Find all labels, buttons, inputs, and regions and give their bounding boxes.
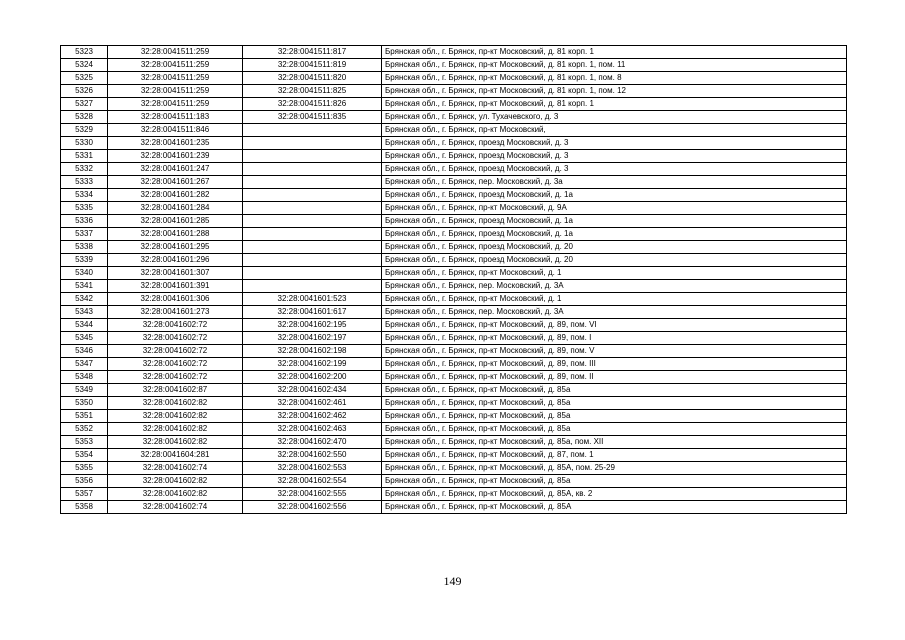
page-number: 149 (443, 574, 462, 588)
parcel-cadastral-cell: 32:28:0041511:846 (108, 124, 243, 137)
address-cell: Брянская обл., г. Брянск, проезд Московский, д. 1а (382, 189, 847, 202)
address-cell: Брянская обл., г. Брянск, пер. Московский, д. 3а (382, 176, 847, 189)
building-cadastral-cell: 32:28:0041511:826 (243, 98, 382, 111)
table-row (61, 111, 847, 124)
row-number-cell: 5358 (61, 501, 108, 514)
address-cell: Брянская обл., г. Брянск, пр-кт Московский, д. 85А (382, 501, 847, 514)
row-number-cell: 5357 (61, 488, 108, 501)
building-cadastral-cell: 32:28:0041602:556 (243, 501, 382, 514)
address-cell: Брянская обл., г. Брянск, пр-кт Московский, д. 89, пом. VI (382, 319, 847, 332)
table-row (61, 137, 847, 150)
parcel-cadastral-cell: 32:28:0041602:82 (108, 410, 243, 423)
table-row (61, 371, 847, 384)
building-cadastral-cell: 32:28:0041602:470 (243, 436, 382, 449)
address-cell: Брянская обл., г. Брянск, пр-кт Московский, д. 9А (382, 202, 847, 215)
row-number-cell: 5351 (61, 410, 108, 423)
building-cadastral-cell: 32:28:0041602:197 (243, 332, 382, 345)
building-cadastral-cell: 32:28:0041511:835 (243, 111, 382, 124)
row-number-cell: 5335 (61, 202, 108, 215)
address-cell: Брянская обл., г. Брянск, пр-кт Московский, д. 81 корп. 1 (382, 46, 847, 59)
address-cell: Брянская обл., г. Брянск, пр-кт Московский, д. 81 корп. 1 (382, 98, 847, 111)
table-row (61, 189, 847, 202)
parcel-cadastral-cell: 32:28:0041602:82 (108, 436, 243, 449)
row-number-cell: 5346 (61, 345, 108, 358)
table-row (61, 462, 847, 475)
row-number-cell: 5340 (61, 267, 108, 280)
row-number-cell: 5354 (61, 449, 108, 462)
address-cell: Брянская обл., г. Брянск, пр-кт Московский, д. 1 (382, 293, 847, 306)
table-row (61, 332, 847, 345)
building-cadastral-cell: 32:28:0041602:199 (243, 358, 382, 371)
parcel-cadastral-cell: 32:28:0041511:259 (108, 59, 243, 72)
parcel-cadastral-cell: 32:28:0041601:284 (108, 202, 243, 215)
address-cell: Брянская обл., г. Брянск, пр-кт Московский, д. 81 корп. 1, пом. 8 (382, 72, 847, 85)
row-number-cell: 5352 (61, 423, 108, 436)
building-cadastral-cell: 32:28:0041602:461 (243, 397, 382, 410)
table-row (61, 293, 847, 306)
table-row (61, 410, 847, 423)
row-number-cell: 5347 (61, 358, 108, 371)
parcel-cadastral-cell: 32:28:0041601:288 (108, 228, 243, 241)
building-cadastral-cell: 32:28:0041602:550 (243, 449, 382, 462)
building-cadastral-cell: 32:28:0041601:617 (243, 306, 382, 319)
parcel-cadastral-cell: 32:28:0041601:391 (108, 280, 243, 293)
address-cell: Брянская обл., г. Брянск, проезд Московский, д. 1а (382, 215, 847, 228)
table-row (61, 202, 847, 215)
table-row (61, 176, 847, 189)
parcel-cadastral-cell: 32:28:0041511:259 (108, 85, 243, 98)
address-cell: Брянская обл., г. Брянск, пр-кт Московский, д. 89, пом. II (382, 371, 847, 384)
address-cell: Брянская обл., г. Брянск, ул. Тухачевского, д. 3 (382, 111, 847, 124)
row-number-cell: 5332 (61, 163, 108, 176)
parcel-cadastral-cell: 32:28:0041602:72 (108, 332, 243, 345)
table-row (61, 150, 847, 163)
table-row (61, 267, 847, 280)
address-cell: Брянская обл., г. Брянск, пр-кт Московский, д. 85а (382, 384, 847, 397)
registry-table (60, 45, 847, 514)
address-cell: Брянская обл., г. Брянск, пр-кт Московский, д. 85а (382, 397, 847, 410)
row-number-cell: 5349 (61, 384, 108, 397)
parcel-cadastral-cell: 32:28:0041601:267 (108, 176, 243, 189)
parcel-cadastral-cell: 32:28:0041602:82 (108, 488, 243, 501)
building-cadastral-cell (243, 280, 382, 293)
address-cell: Брянская обл., г. Брянск, проезд Московский, д. 1а (382, 228, 847, 241)
building-cadastral-cell (243, 124, 382, 137)
table-row (61, 488, 847, 501)
row-number-cell: 5342 (61, 293, 108, 306)
row-number-cell: 5324 (61, 59, 108, 72)
address-cell: Брянская обл., г. Брянск, пр-кт Московский, д. 89, пом. V (382, 345, 847, 358)
parcel-cadastral-cell: 32:28:0041602:72 (108, 345, 243, 358)
parcel-cadastral-cell: 32:28:0041601:285 (108, 215, 243, 228)
address-cell: Брянская обл., г. Брянск, пер. Московский, д. 3А (382, 280, 847, 293)
building-cadastral-cell: 32:28:0041602:462 (243, 410, 382, 423)
table-row (61, 449, 847, 462)
parcel-cadastral-cell: 32:28:0041601:307 (108, 267, 243, 280)
parcel-cadastral-cell: 32:28:0041602:82 (108, 475, 243, 488)
address-cell: Брянская обл., г. Брянск, пр-кт Московский, (382, 124, 847, 137)
table-row (61, 306, 847, 319)
row-number-cell: 5356 (61, 475, 108, 488)
building-cadastral-cell: 32:28:0041602:463 (243, 423, 382, 436)
parcel-cadastral-cell: 32:28:0041601:295 (108, 241, 243, 254)
table-row (61, 384, 847, 397)
row-number-cell: 5350 (61, 397, 108, 410)
table-row (61, 397, 847, 410)
address-cell: Брянская обл., г. Брянск, пр-кт Московский, д. 85а, пом. XII (382, 436, 847, 449)
building-cadastral-cell (243, 267, 382, 280)
table-row (61, 85, 847, 98)
address-cell: Брянская обл., г. Брянск, пр-кт Московский, д. 89, пом. III (382, 358, 847, 371)
building-cadastral-cell (243, 215, 382, 228)
address-cell: Брянская обл., г. Брянск, пр-кт Московский, д. 89, пом. I (382, 332, 847, 345)
building-cadastral-cell: 32:28:0041602:195 (243, 319, 382, 332)
row-number-cell: 5348 (61, 371, 108, 384)
parcel-cadastral-cell: 32:28:0041601:306 (108, 293, 243, 306)
building-cadastral-cell: 32:28:0041601:523 (243, 293, 382, 306)
parcel-cadastral-cell: 32:28:0041602:74 (108, 501, 243, 514)
table-row (61, 254, 847, 267)
parcel-cadastral-cell: 32:28:0041602:72 (108, 358, 243, 371)
building-cadastral-cell (243, 254, 382, 267)
parcel-cadastral-cell: 32:28:0041604:281 (108, 449, 243, 462)
parcel-cadastral-cell: 32:28:0041601:282 (108, 189, 243, 202)
address-cell: Брянская обл., г. Брянск, проезд Московский, д. 20 (382, 241, 847, 254)
parcel-cadastral-cell: 32:28:0041601:247 (108, 163, 243, 176)
row-number-cell: 5323 (61, 46, 108, 59)
table-row (61, 59, 847, 72)
building-cadastral-cell: 32:28:0041602:434 (243, 384, 382, 397)
parcel-cadastral-cell: 32:28:0041511:259 (108, 98, 243, 111)
table-row (61, 436, 847, 449)
address-cell: Брянская обл., г. Брянск, пр-кт Московский, д. 85А, кв. 2 (382, 488, 847, 501)
row-number-cell: 5344 (61, 319, 108, 332)
table-row (61, 358, 847, 371)
parcel-cadastral-cell: 32:28:0041601:296 (108, 254, 243, 267)
row-number-cell: 5327 (61, 98, 108, 111)
address-cell: Брянская обл., г. Брянск, пр-кт Московский, д. 81 корп. 1, пом. 11 (382, 59, 847, 72)
address-cell: Брянская обл., г. Брянск, пр-кт Московский, д. 85а (382, 423, 847, 436)
table-row (61, 46, 847, 59)
row-number-cell: 5326 (61, 85, 108, 98)
row-number-cell: 5331 (61, 150, 108, 163)
building-cadastral-cell (243, 202, 382, 215)
table-row (61, 241, 847, 254)
row-number-cell: 5339 (61, 254, 108, 267)
parcel-cadastral-cell: 32:28:0041602:82 (108, 423, 243, 436)
row-number-cell: 5343 (61, 306, 108, 319)
building-cadastral-cell (243, 241, 382, 254)
building-cadastral-cell (243, 228, 382, 241)
row-number-cell: 5325 (61, 72, 108, 85)
table-row (61, 215, 847, 228)
address-cell: Брянская обл., г. Брянск, пр-кт Московский, д. 85а (382, 410, 847, 423)
building-cadastral-cell: 32:28:0041602:554 (243, 475, 382, 488)
table-row (61, 345, 847, 358)
row-number-cell: 5336 (61, 215, 108, 228)
building-cadastral-cell (243, 176, 382, 189)
building-cadastral-cell: 32:28:0041511:820 (243, 72, 382, 85)
table-row (61, 72, 847, 85)
table-row (61, 423, 847, 436)
building-cadastral-cell: 32:28:0041602:555 (243, 488, 382, 501)
table-row (61, 228, 847, 241)
parcel-cadastral-cell: 32:28:0041511:259 (108, 46, 243, 59)
building-cadastral-cell: 32:28:0041511:819 (243, 59, 382, 72)
registry-table-body (61, 46, 847, 514)
address-cell: Брянская обл., г. Брянск, пр-кт Московский, д. 85а (382, 475, 847, 488)
table-row (61, 319, 847, 332)
row-number-cell: 5330 (61, 137, 108, 150)
address-cell: Брянская обл., г. Брянск, проезд Московский, д. 3 (382, 163, 847, 176)
row-number-cell: 5353 (61, 436, 108, 449)
parcel-cadastral-cell: 32:28:0041601:239 (108, 150, 243, 163)
building-cadastral-cell: 32:28:0041602:553 (243, 462, 382, 475)
row-number-cell: 5329 (61, 124, 108, 137)
building-cadastral-cell: 32:28:0041511:817 (243, 46, 382, 59)
parcel-cadastral-cell: 32:28:0041511:259 (108, 72, 243, 85)
parcel-cadastral-cell: 32:28:0041601:235 (108, 137, 243, 150)
row-number-cell: 5345 (61, 332, 108, 345)
table-row (61, 124, 847, 137)
parcel-cadastral-cell: 32:28:0041601:273 (108, 306, 243, 319)
parcel-cadastral-cell: 32:28:0041602:74 (108, 462, 243, 475)
building-cadastral-cell: 32:28:0041511:825 (243, 85, 382, 98)
building-cadastral-cell: 32:28:0041602:200 (243, 371, 382, 384)
table-row (61, 475, 847, 488)
parcel-cadastral-cell: 32:28:0041602:82 (108, 397, 243, 410)
building-cadastral-cell (243, 163, 382, 176)
address-cell: Брянская обл., г. Брянск, пр-кт Московский, д. 85А, пом. 25-29 (382, 462, 847, 475)
address-cell: Брянская обл., г. Брянск, пер. Московский, д. 3А (382, 306, 847, 319)
address-cell: Брянская обл., г. Брянск, пр-кт Московский, д. 87, пом. 1 (382, 449, 847, 462)
row-number-cell: 5333 (61, 176, 108, 189)
row-number-cell: 5338 (61, 241, 108, 254)
parcel-cadastral-cell: 32:28:0041602:72 (108, 319, 243, 332)
address-cell: Брянская обл., г. Брянск, пр-кт Московский, д. 1 (382, 267, 847, 280)
address-cell: Брянская обл., г. Брянск, проезд Московский, д. 3 (382, 137, 847, 150)
building-cadastral-cell (243, 137, 382, 150)
building-cadastral-cell (243, 150, 382, 163)
address-cell: Брянская обл., г. Брянск, проезд Московский, д. 3 (382, 150, 847, 163)
row-number-cell: 5355 (61, 462, 108, 475)
row-number-cell: 5328 (61, 111, 108, 124)
parcel-cadastral-cell: 32:28:0041602:72 (108, 371, 243, 384)
row-number-cell: 5334 (61, 189, 108, 202)
table-row (61, 280, 847, 293)
row-number-cell: 5337 (61, 228, 108, 241)
table-row (61, 163, 847, 176)
parcel-cadastral-cell: 32:28:0041602:87 (108, 384, 243, 397)
building-cadastral-cell (243, 189, 382, 202)
address-cell: Брянская обл., г. Брянск, пр-кт Московский, д. 81 корп. 1, пом. 12 (382, 85, 847, 98)
row-number-cell: 5341 (61, 280, 108, 293)
table-row (61, 501, 847, 514)
table-row (61, 98, 847, 111)
address-cell: Брянская обл., г. Брянск, проезд Московский, д. 20 (382, 254, 847, 267)
building-cadastral-cell: 32:28:0041602:198 (243, 345, 382, 358)
parcel-cadastral-cell: 32:28:0041511:183 (108, 111, 243, 124)
